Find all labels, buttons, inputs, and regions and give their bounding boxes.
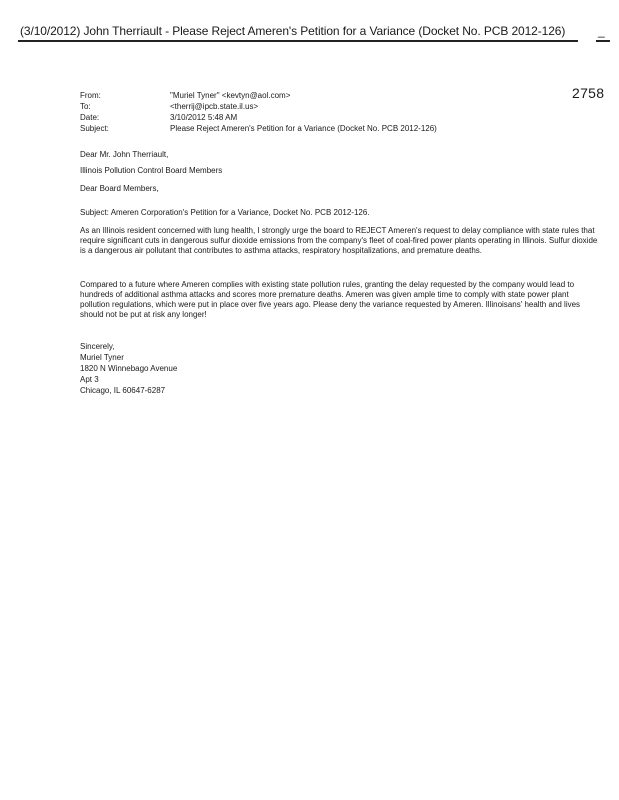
paragraph-2: Compared to a future where Ameren complies with existing state pollution rules, granting the delay requested by the company would lead to hundreds of additional asthma attacks and scores more premature deaths. Ameren was given ample time to comply with state power plant pollution regulations, which were put in place over five years ago. Please deny the variance requested by Ameren. Illinoisans' health and lives should not be put at risk any longer! xyxy=(80,280,581,319)
page-number: 2758 xyxy=(572,85,605,101)
corner-underline xyxy=(596,40,610,42)
subject-line: Subject: Ameren Corporation's Petition for a Variance, Docket No. PCB 2012-126. xyxy=(80,208,370,217)
to-label: To: xyxy=(80,102,91,111)
to-value: <therrij@ipcb.state.il.us> xyxy=(170,102,259,111)
date-row xyxy=(80,112,437,123)
addressee: Illinois Pollution Control Board Members xyxy=(80,166,223,175)
signer-city: Chicago, IL 60647-6287 xyxy=(80,386,166,395)
signer-street: 1820 N Winnebago Avenue xyxy=(80,364,178,373)
greeting: Dear Mr. John Therriault, xyxy=(80,150,169,159)
to-row xyxy=(80,101,437,112)
paragraph-1: As an Illinois resident concerned with lung health, I strongly urge the board to REJECT Ameren's request to delay compliance with state rules that require significant cuts in dangerous sulfur dioxide emissions from the company's fleet of coal-fired power plants operating in Illinois. Sulfur dioxide is a dangerous air pollutant that contributes to asthma attacks, respiratory hospitalizations, and premature deaths. xyxy=(80,226,598,255)
from-label: From: xyxy=(80,91,101,100)
salutation: Dear Board Members, xyxy=(80,184,159,193)
signer-apt: Apt 3 xyxy=(80,375,99,384)
subject-label: Subject: xyxy=(80,124,109,133)
subject-value: Please Reject Ameren's Petition for a Variance (Docket No. PCB 2012-126) xyxy=(170,124,437,133)
from-row xyxy=(80,90,437,101)
from-value: "Muriel Tyner" <kevtyn@aol.com> xyxy=(170,91,291,100)
email-header xyxy=(80,90,437,134)
signoff: Sincerely, xyxy=(80,342,115,351)
subject-row xyxy=(80,123,437,134)
document-title: (3/10/2012) John Therriault - Please Reject Ameren's Petition for a Variance (Docket No. PCB 2012-126) xyxy=(20,24,566,38)
date-value: 3/10/2012 5:48 AM xyxy=(170,113,238,122)
title-underline xyxy=(18,40,578,42)
date-label: Date: xyxy=(80,113,100,122)
corner-mark: _ xyxy=(598,24,605,38)
signer-name: Muriel Tyner xyxy=(80,353,124,362)
closing-block xyxy=(80,341,177,396)
